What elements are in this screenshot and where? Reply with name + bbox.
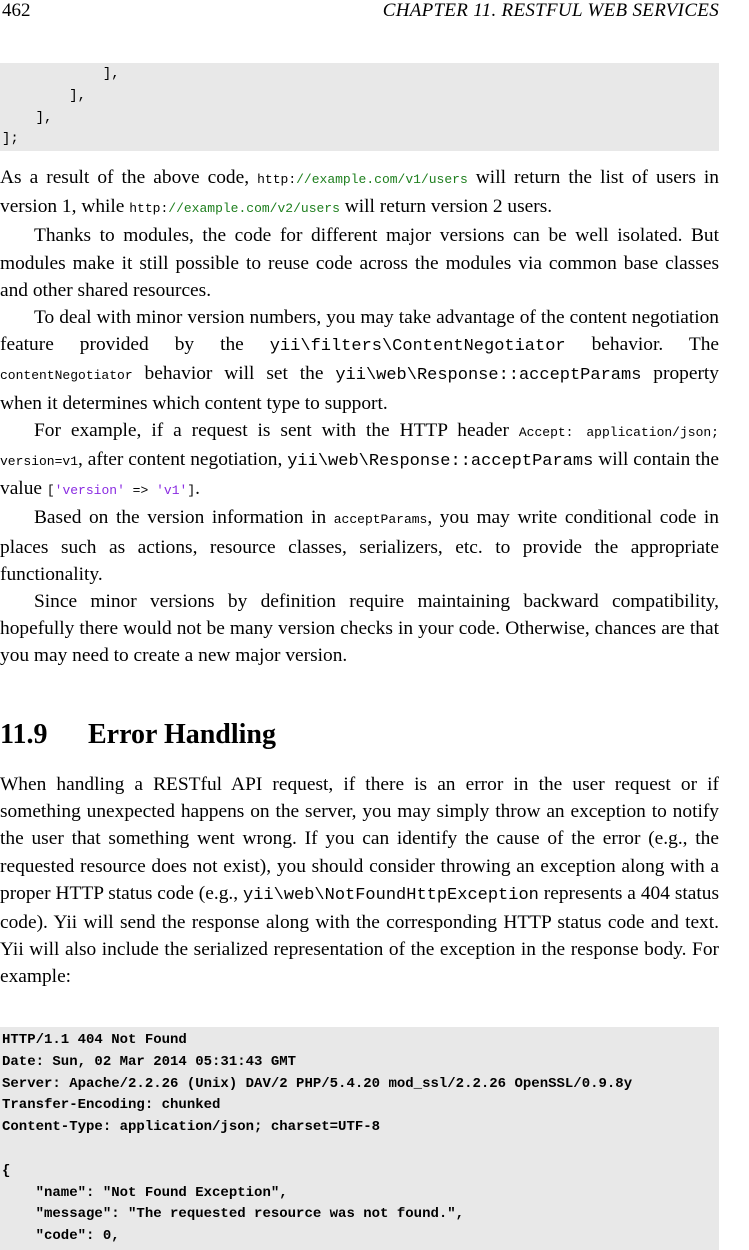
page-number: 462 (2, 0, 31, 21)
code-line: { (2, 1162, 11, 1179)
paragraph-conditional-code: Based on the version information in acceptParams, you may write conditional code in places such as actions, resource classes, serializers, etc. to provide the appropriate functionality. (0, 507, 719, 585)
code-line: ], (2, 66, 120, 82)
section-number: 11.9 (0, 719, 48, 750)
code-block-top (0, 63, 719, 151)
code-line: Content-Type: application/json; charset=UTF-8 (2, 1119, 381, 1136)
code-line: HTTP/1.1 404 Not Found (2, 1032, 187, 1048)
inline-url-v1: http://example.com/v1/users (257, 172, 468, 187)
paragraph-version-urls: As a result of the above code, http://example.com/v1/users will return the list of users in version 1, while http://example.com/v2/users will return version 2 users. (0, 167, 719, 218)
code-line: Transfer-Encoding: chunked (2, 1097, 221, 1114)
inline-url-v2: http://example.com/v2/users (129, 201, 340, 217)
running-title: CHAPTER 11. RESTFUL WEB SERVICES (382, 0, 719, 21)
paragraph-modules: Thanks to modules, the code for different major versions can be well isolated. But modules make it still possible to reuse code across the modules via common base classes and other shared resources. (0, 225, 719, 301)
section-title: Error Handling (88, 719, 277, 750)
code-line: "code": 0, (2, 1228, 120, 1245)
inline-code-content-negotiator: contentNegotiator (0, 368, 133, 384)
code-line: Date: Sun, 02 Mar 2014 05:31:43 GMT (2, 1053, 297, 1070)
code-line: ], (2, 109, 53, 126)
body-text-versioning (0, 164, 719, 670)
code-block-http-response (0, 1027, 719, 1250)
inline-code-response-accept-params: yii\web\Response::acceptParams (287, 452, 594, 472)
page-header (0, 0, 719, 26)
inline-code-accept-params-short: acceptParams (333, 512, 428, 528)
code-line: Server: Apache/2.2.26 (Unix) DAV/2 PHP/5.4.20 mod_ssl/2.2.26 OpenSSL/0.9.8y (2, 1075, 633, 1092)
inline-code-accept-header: Accept: application/json; version=v1 (0, 424, 719, 470)
code-line: "name": "Not Found Exception", (2, 1184, 288, 1201)
paragraph-minor-versions: To deal with minor version numbers, you may take advantage of the content negotiation feature provided by the yii\filters\ContentNegotiator behavior. The contentNegotiator behavior will set the yii\web\Response::acceptParams property when it determines which content type to support. (0, 307, 720, 414)
body-text-error-handling (0, 771, 719, 991)
code-line: "message": "The requested resource was not found.", (2, 1206, 465, 1223)
inline-code-content-negotiator-class: yii\filters\ContentNegotiator (269, 337, 566, 357)
inline-code-accept-params: yii\web\Response::acceptParams (335, 366, 642, 386)
inline-code-not-found-exception: yii\web\NotFoundHttpException (243, 885, 539, 905)
inline-code-version-array: ['version' => 'v1'] (46, 483, 196, 499)
paragraph-backward-compat: Since minor versions by definition require maintaining backward compatibility, hopefully there would not be many version checks in your code. Otherwise, chances are that you may need to create a new major version. (0, 591, 719, 667)
paragraph-example-header: For example, if a request is sent with the HTTP header Accept: application/json; version=v1, after content negotiation, yii\web\Response::acceptParams will contain the value ['version' => 'v1']. (0, 419, 719, 500)
code-line: ], (2, 87, 87, 104)
code-line: ]; (2, 131, 19, 148)
paragraph-error-handling: When handling a RESTful API request, if there is an error in the user request or if something unexpected happens on the server, you may simply throw an exception to notify the user that something went wrong. If you can identify the cause of the error (e.g., the requested resource does not exist), you should consider throwing an exception along with a proper HTTP status code (e.g., yii\web\NotFoundHttpException represents a 404 status code). Yii will send the response along with the corresponding HTTP status code and text. Yii will also include the serialized representation of the exception in the response body. For example: (0, 774, 719, 988)
section-heading (0, 717, 276, 753)
